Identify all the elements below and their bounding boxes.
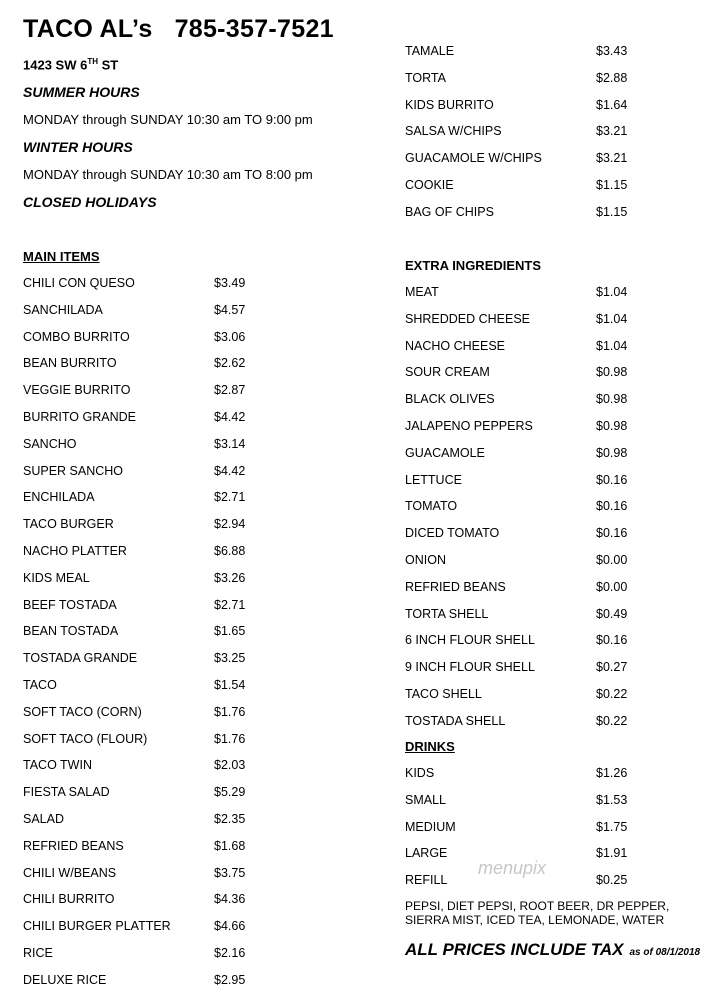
item-price: $0.27 <box>596 660 628 675</box>
item-price: $0.16 <box>596 526 628 541</box>
item-price: $3.21 <box>596 124 628 139</box>
item-price: $2.95 <box>214 972 246 987</box>
item-price: $0.98 <box>596 392 628 407</box>
item-price: $2.87 <box>214 383 246 398</box>
tax-text: ALL PRICES INCLUDE TAX <box>405 940 624 959</box>
item-name: COMBO BURRITO <box>23 329 130 344</box>
item-price: $1.04 <box>596 311 628 326</box>
address-street: ST <box>98 57 119 73</box>
item-name: TACO TWIN <box>23 758 92 773</box>
item-name: SANCHILADA <box>23 302 103 317</box>
tax-note <box>405 940 700 960</box>
item-price: $0.98 <box>596 418 628 433</box>
address-suffix: TH <box>87 57 98 66</box>
item-name: SOFT TACO (CORN) <box>23 704 142 719</box>
item-name: TOSTADA GRANDE <box>23 651 138 666</box>
item-name: BEEF TOSTADA <box>23 597 117 612</box>
item-name: JALAPENO PEPPERS <box>405 418 533 433</box>
restaurant-title <box>23 15 334 44</box>
item-price: $2.03 <box>214 758 246 773</box>
item-price: $6.88 <box>214 543 246 558</box>
item-name: GUACAMOLE <box>405 445 485 460</box>
item-name: KIDS MEAL <box>23 570 90 585</box>
item-price: $4.36 <box>214 892 246 907</box>
item-name: SALAD <box>23 811 64 826</box>
item-name: TACO BURGER <box>23 517 114 532</box>
item-price: $2.71 <box>214 597 246 612</box>
restaurant-name: TACO AL’s <box>23 15 153 43</box>
item-name: LETTUCE <box>405 472 462 487</box>
item-price: $4.42 <box>214 409 246 424</box>
item-name: REFRIED BEANS <box>405 579 506 594</box>
item-name: TOSTADA SHELL <box>405 713 506 728</box>
item-name: KIDS <box>405 766 435 780</box>
item-price: $0.98 <box>596 445 628 460</box>
winter-hours-title: WINTER HOURS <box>23 139 133 155</box>
item-price: $2.71 <box>214 490 246 505</box>
item-name: DELUXE RICE <box>23 972 107 987</box>
item-name: COOKIE <box>405 177 454 192</box>
item-price: $1.04 <box>596 338 628 353</box>
item-price: $2.35 <box>214 811 246 826</box>
item-price: $1.68 <box>214 838 246 853</box>
address-number: 1423 SW 6 <box>23 57 88 73</box>
item-price: $3.21 <box>596 151 628 166</box>
item-price: $1.65 <box>214 624 246 639</box>
item-price: $1.64 <box>596 97 628 112</box>
item-name: NACHO PLATTER <box>23 543 127 558</box>
item-price: $4.42 <box>214 463 246 478</box>
item-price: $3.49 <box>214 276 246 290</box>
item-price: $2.62 <box>214 356 246 371</box>
item-price: $3.06 <box>214 329 246 344</box>
item-name: SOFT TACO (FLOUR) <box>23 731 148 746</box>
item-name: BEAN TOSTADA <box>23 624 119 639</box>
item-price: $0.00 <box>596 552 628 567</box>
item-price: $4.57 <box>214 302 246 317</box>
item-name: BAG OF CHIPS <box>405 204 494 219</box>
item-price: $2.94 <box>214 517 246 532</box>
item-price: $1.53 <box>596 792 628 807</box>
item-price: $3.25 <box>214 651 246 666</box>
item-price: $2.16 <box>214 945 246 960</box>
item-price: $0.00 <box>596 579 628 594</box>
item-name: TACO SHELL <box>405 686 482 701</box>
item-name: FIESTA SALAD <box>23 785 110 800</box>
item-price: $1.75 <box>596 819 628 834</box>
item-price: $1.04 <box>596 285 628 299</box>
item-price: $0.25 <box>596 873 628 888</box>
item-name: REFRIED BEANS <box>23 838 124 853</box>
item-name: BURRITO GRANDE <box>23 409 136 424</box>
item-name: TAMALE <box>405 44 455 58</box>
item-price: $1.54 <box>214 677 246 692</box>
closed-holidays: CLOSED HOLIDAYS <box>23 194 157 210</box>
item-price: $1.76 <box>214 704 246 719</box>
item-price: $0.98 <box>596 365 628 380</box>
item-price: $5.29 <box>214 785 246 800</box>
item-name: DICED TOMATO <box>405 526 500 541</box>
item-price: $0.16 <box>596 633 628 648</box>
watermark: menupix <box>478 858 547 878</box>
as-of-date: as of 08/1/2018 <box>629 947 701 958</box>
item-name: 6 INCH FLOUR SHELL <box>405 633 535 648</box>
item-name: SMALL <box>405 792 446 807</box>
drinks-note: PEPSI, DIET PEPSI, ROOT BEER, DR PEPPER, SIERRA MIST, ICED TEA, LEMONADE, WATER <box>405 899 670 927</box>
item-price: $2.88 <box>596 70 628 85</box>
item-name: KIDS BURRITO <box>405 97 494 112</box>
item-price: $0.22 <box>596 686 628 701</box>
item-name: LARGE <box>405 846 448 861</box>
item-name: CHILI W/BEANS <box>23 865 117 880</box>
item-name: MEAT <box>405 285 439 299</box>
item-price: $3.43 <box>596 44 628 58</box>
item-price: $3.26 <box>214 570 246 585</box>
address <box>23 57 118 72</box>
item-name: ENCHILADA <box>23 490 95 505</box>
item-name: TOMATO <box>405 499 458 514</box>
item-price: $0.16 <box>596 472 628 487</box>
item-name: SOUR CREAM <box>405 365 490 380</box>
item-name: 9 INCH FLOUR SHELL <box>405 660 535 675</box>
item-price: $1.91 <box>596 846 628 861</box>
item-name: BLACK OLIVES <box>405 392 495 407</box>
item-name: TORTA <box>405 70 446 85</box>
item-name: TORTA SHELL <box>405 606 489 621</box>
item-price: $0.49 <box>596 606 628 621</box>
item-name: VEGGIE BURRITO <box>23 383 131 398</box>
drinks-heading: DRINKS <box>405 739 455 754</box>
item-name: RICE <box>23 945 53 960</box>
item-price: $1.15 <box>596 177 628 192</box>
item-price: $1.76 <box>214 731 246 746</box>
summer-hours-title: SUMMER HOURS <box>23 84 140 100</box>
item-price: $1.26 <box>596 766 628 780</box>
item-name: SANCHO <box>23 436 77 451</box>
item-price: $3.14 <box>214 436 246 451</box>
item-name: SALSA W/CHIPS <box>405 124 502 139</box>
summer-hours: MONDAY through SUNDAY 10:30 am TO 9:00 pm <box>23 112 313 127</box>
item-name: CHILI BURRITO <box>23 892 115 907</box>
item-name: GUACAMOLE W/CHIPS <box>405 151 542 166</box>
item-name: CHILI BURGER PLATTER <box>23 919 171 934</box>
item-name: SHREDDED CHEESE <box>405 311 531 326</box>
item-name: MEDIUM <box>405 819 456 834</box>
item-name: ONION <box>405 552 446 567</box>
phone-number[interactable]: 785-357-7521 <box>174 15 334 43</box>
winter-hours: MONDAY through SUNDAY 10:30 am TO 8:00 pm <box>23 167 313 182</box>
item-name: BEAN BURRITO <box>23 356 117 371</box>
item-name: SUPER SANCHO <box>23 463 124 478</box>
item-name: REFILL <box>405 873 448 888</box>
item-price: $0.16 <box>596 499 628 514</box>
item-name: CHILI CON QUESO <box>23 276 135 290</box>
item-price: $1.15 <box>596 204 628 219</box>
item-price: $3.75 <box>214 865 246 880</box>
extra-ingredients-heading: EXTRA INGREDIENTS <box>405 258 542 273</box>
item-price: $4.66 <box>214 919 246 934</box>
item-name: TACO <box>23 677 57 692</box>
item-name: NACHO CHEESE <box>405 338 506 353</box>
main-items-heading: MAIN ITEMS <box>23 249 100 264</box>
item-price: $0.22 <box>596 713 628 728</box>
